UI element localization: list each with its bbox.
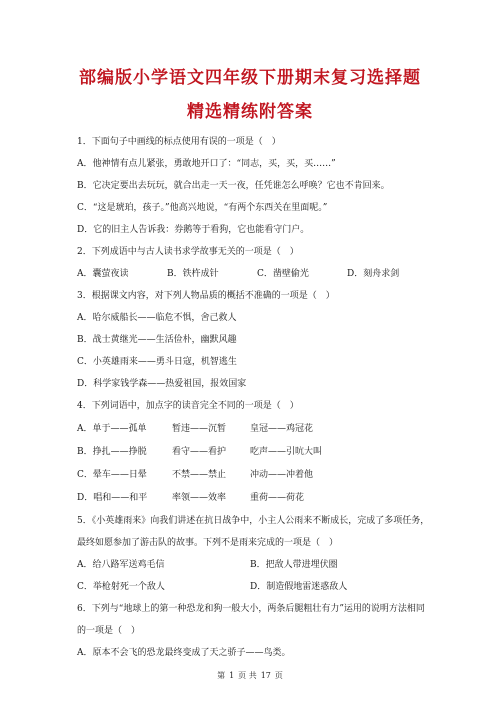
question-4-c-word2: 不禁——禁止 (172, 470, 227, 480)
question-5-stem: 5．《小英雄雨来》向我们讲述在抗日战争中，小主人公雨来不断成长，完成了多项任务， (77, 516, 430, 526)
question-1-stem: 1．下面句子中画线的标点使用有误的一项是（ ） (77, 137, 281, 147)
question-1-option-b: B．它决定要出去玩玩，就合出走一天一夜，任凭谁怎么呼唤？它也不肯回来。 (77, 181, 390, 191)
question-5-option-d: D．制造假地雷迷惑敌人 (250, 582, 348, 592)
question-2-stem: 2．下列成语中与古人读书求学故事无关的一项是（ ） (77, 247, 299, 257)
question-3-stem: 3．根据课文内容，对下列人物品质的概括不准确的一项是（ ） (77, 291, 335, 301)
question-4-a-word2: 暂违——沉暂 (172, 424, 227, 434)
footer-suffix: 页 (274, 671, 283, 680)
question-4-a-word1: A．单于——孤单 (77, 424, 147, 434)
question-2-option-b: B．铁杵成针 (167, 269, 219, 279)
footer-prefix: 第 (217, 671, 226, 680)
question-6-option-a: A．原本不会飞的恐龙最终变成了天之骄子——鸟类。 (77, 648, 291, 658)
question-4-b-word1: B．挣扎——挣脱 (77, 447, 147, 457)
footer-page-number: 1 (229, 671, 235, 680)
question-4-b-word2: 看守——看护 (172, 447, 227, 457)
question-2-option-d: D．刻舟求剑 (347, 269, 400, 279)
question-4-c-word3: 冲动——冲着他 (250, 470, 314, 480)
question-2-option-a: A．囊萤夜读 (77, 269, 129, 279)
question-3-option-a: A．哈尔威船长——临危不惧，舍己救人 (77, 313, 237, 323)
footer-total-pages: 17 (260, 671, 271, 680)
question-3-option-d: D．科学家钱学森——热爱祖国，报效国家 (77, 379, 247, 389)
question-4-a-word3: 皇冠——鸡冠花 (250, 424, 314, 434)
question-5-stem-continued: 最终如愿参加了游击队的故事。下列不是雨来完成的一项是（ ） (77, 538, 339, 548)
question-3-option-b: B．战士黄继光——生活俭朴，幽默风趣 (77, 335, 237, 345)
question-4-d-word3: 重荷——荷花 (250, 493, 305, 503)
question-5-option-b: B．把敌人带进埋伏圈 (250, 560, 338, 570)
question-1-option-c: C．“这是琥珀，孩子。”他高兴地说，“有两个东西关在里面呢。” (77, 203, 328, 213)
question-4-b-word3: 吃声——引吭大叫 (250, 447, 323, 457)
question-4-d-word2: 率领——效率 (172, 493, 227, 503)
question-3-option-c: C．小英雄雨来——勇斗日寇，机智逃生 (77, 357, 237, 367)
question-6-stem-continued: 的一项是（ ） (77, 626, 141, 636)
question-6-stem: 6．下列与“地球上的第一种恐龙和狗一般大小，两条后腿粗壮有力”运用的说明方法相同 (77, 604, 425, 614)
document-title-line2: 精选精练附答案 (187, 102, 313, 122)
question-4-stem: 4．下列词语中，加点字的读音完全不同的一项是（ ） (77, 401, 299, 411)
page-footer (0, 670, 500, 681)
question-1-option-d: D．它的旧主人告诉我：券鹅等于看狗，它也能看守门户。 (77, 225, 310, 235)
question-1-option-a: A．他神情有点儿紧张，勇敢地开口了：“同志，买，买，买……” (77, 159, 336, 169)
question-2-option-c: C．凿壁偷光 (257, 269, 309, 279)
question-4-d-word1: D．唱和——和平 (77, 493, 148, 503)
question-5-option-a: A．给八路军送鸡毛信 (77, 560, 165, 570)
question-4-c-word1: C．晕车——日晕 (77, 470, 147, 480)
footer-mid: 页 共 (238, 671, 257, 680)
question-5-option-c: C．举枪射死一个敌人 (77, 582, 165, 592)
document-title-line1: 部编版小学语文四年级下册期末复习选择题 (79, 68, 421, 88)
